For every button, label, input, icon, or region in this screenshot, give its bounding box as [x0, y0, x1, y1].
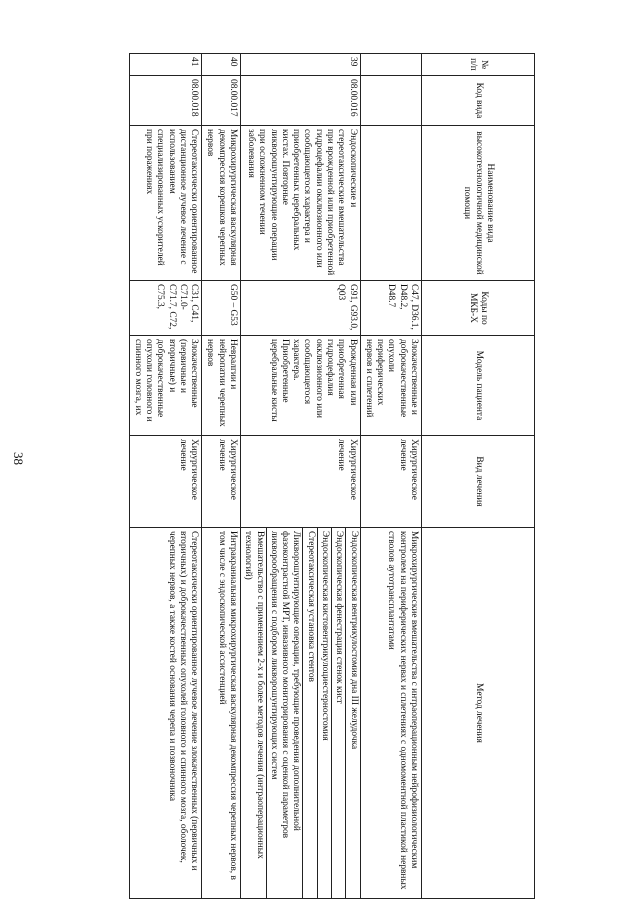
cell-code: 08.00.018 [129, 76, 202, 126]
cell-num: 40 [202, 54, 241, 76]
header-icd: Коды по МКБ-X [422, 281, 535, 336]
cell-type: Хирургическое лечение [202, 436, 241, 528]
header-num: № п/п [422, 54, 535, 76]
method-item: Стереотаксическая установка стентов [302, 528, 316, 898]
method-list [241, 528, 360, 898]
cell-type: Хирургическое лечение [360, 436, 421, 528]
method-item: Эндоскопическая фенестрация стенок кист [331, 528, 345, 898]
cell-model: Врожденная или приобретенная гидроцефалия окклюзионного или сообщающегося характера. Приобретенные церебральные кисты [241, 336, 361, 436]
cell-icd: G50 – G53 [202, 281, 241, 336]
cell-type: Хирургическое лечение [129, 436, 202, 528]
table-row [129, 54, 202, 899]
header-code: Код вида [422, 76, 535, 126]
header-method: Метод лечения [422, 528, 535, 899]
cell-code [360, 76, 421, 126]
cell-name [360, 126, 421, 281]
cell-method: Стереотаксически ориентированное лучевое лечение злокачественных (первичных и вторичных) и доброкачественных опухолей головного и спинного мозга, оболочек, черепных нервов, а также костей основания черепа и позвоночника [129, 528, 202, 899]
cell-icd: C31, C41, C71.0-C71.7, C72, C75.3, [129, 281, 202, 336]
table-row [241, 54, 361, 899]
table-row [202, 54, 241, 899]
cell-icd: C47, D36.1, D48.2, D48.7 [360, 281, 421, 336]
hitech-care-table [129, 53, 535, 899]
cell-name: Эндоскопические и стереотаксические вмешательства при врожденной или приобретенной гидроцефалии окклюзионного или сообщающегося характера и приобретенных церебральных кистах. Повторные ликворошунтирующие операции при осложненном течении заболевания [241, 126, 361, 281]
table-row [360, 54, 421, 899]
cell-name: Микрохирургическая васкулярная декомпрессия корешков черепных нервов [202, 126, 241, 281]
method-item: Эндоскопическая кистовентрикулоциестерностомия [317, 528, 331, 898]
page-number: 38 [11, 452, 26, 465]
cell-num: 39 [241, 54, 361, 76]
cell-code: 08.00.017 [202, 76, 241, 126]
cell-num: 41 [129, 54, 202, 76]
cell-name: Стереотаксически ориентированное дистанционное лучевое лечение с использованием специализированных ускорителей при поражениях [129, 126, 202, 281]
cell-type: Хирургическое лечение [241, 436, 361, 528]
cell-num [360, 54, 421, 76]
cell-model: Злокачественные (первичные и вторичные) и доброкачественные опухоли головного и спинного мозга, их [129, 336, 202, 436]
cell-icd: G91, G93.0, Q03 [241, 281, 361, 336]
rotated-page [95, 53, 535, 898]
header-name: Наименование вида высокотехнологичной медицинской помощи [422, 126, 535, 281]
cell-model: Невралгии и нейропатии черепных нервов [202, 336, 241, 436]
method-item: Ликворошунтирующие операции, требующие проведения дополнительной фазоконтрастной МРТ, инвазивного мониторирования с оценкой параметров ликворообращения с подбором ликворошунтирующих систем [266, 528, 303, 898]
cell-method [241, 528, 361, 899]
cell-code: 08.00.016 [241, 76, 361, 126]
table-header-row [422, 54, 535, 899]
header-type: Вид лечения [422, 436, 535, 528]
cell-method: Микрохирургические вмешательства с интраоперационным нейрофизиологическим контролем на периферических нервах и сплетениях с одномоментной пластикой нервных стволов аутотрансплантатами [360, 528, 421, 899]
cell-model: Злокачественные и доброкачественные опухоли периферических нервов и сплетений [360, 336, 421, 436]
method-item: Эндоскопическая вентрикулостомия дна III желудочка [345, 528, 359, 898]
cell-method: Интракраниальная микрохирургическая васкулярная декомпрессия черепных нервов, в том числе с эндоскопической ассистенцией [202, 528, 241, 899]
header-model: Модель пациента [422, 336, 535, 436]
method-item: Вмешательство с применением 2-х и более методов лечения (интраоперационных технологий) [243, 531, 265, 859]
